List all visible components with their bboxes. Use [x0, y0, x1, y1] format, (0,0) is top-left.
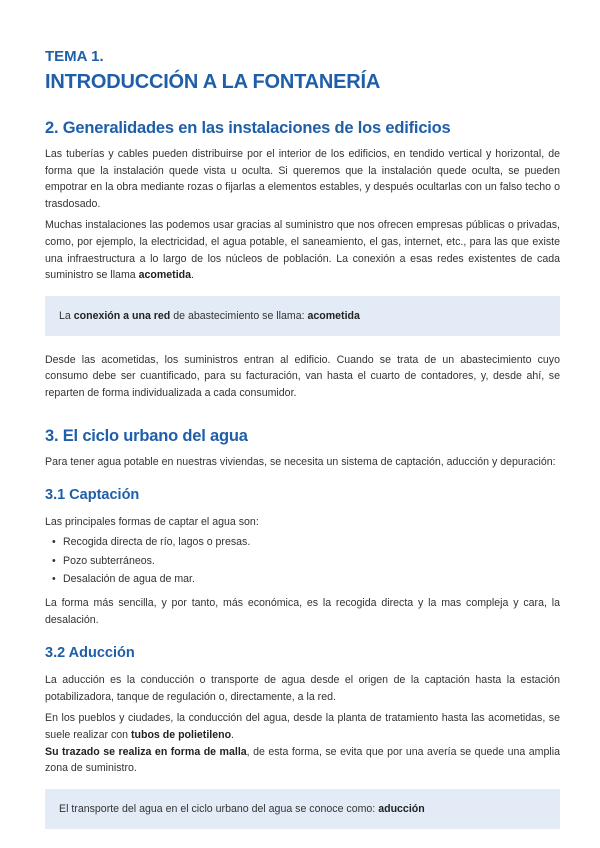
document-page [45, 48, 560, 845]
captacion-list [45, 533, 560, 589]
aduccion-paragraph-3: Su trazado se realiza en forma de malla, de esta forma, se evita que por una avería se quede una amplia zona de suministro. [45, 745, 560, 775]
section-3-2-heading: 3.2 Aducción [45, 645, 135, 662]
aduccion-paragraph-2: En los pueblos y ciudades, la conducción del agua, desde la planta de tratamiento hasta las acometidas, se suele realizar con tubos de polietileno. [45, 712, 560, 742]
captacion-intro: Las principales formas de captar el agua son: [45, 516, 259, 529]
list-item: • Pozo subterráneos. [63, 552, 560, 571]
section-3-paragraph-1: Para tener agua potable en nuestras viviendas, se necesita un sistema de captación, aducción y depuración: [45, 455, 556, 468]
section-2-paragraph-3: Desde las acometidas, los suministros entran al edificio. Cuando se trata de un abastecimiento cuyo consumo debe ser cuantificado, para su facturación, van hasta el cuarto de contadores, y, desde ahí, se reparten de forma individualizada a cada consumidor. [45, 353, 560, 399]
aduccion-callout: El transporte del agua en el ciclo urbano del agua se conoce como: aducción [45, 789, 560, 829]
section-3-1-heading: 3.1 Captación [45, 487, 140, 504]
aduccion-paragraph-1: La aducción es la conducción o transporte de agua desde el origen de la captación hasta la estación potabilizadora, tanque de regulación o, directamente, a la red. [45, 674, 560, 703]
acometida-callout: La conexión a una red de abastecimiento se llama: acometida [45, 296, 560, 336]
acometida-bold: acometida [138, 269, 192, 282]
section-2-paragraph-2: Muchas instalaciones las podemos usar gracias al suministro que nos ofrecen empresas públicas o privadas, como, por ejemplo, la electricidad, el agua potable, el saneamiento, el gas, internet, etc., para las que existe una infraestructura a lo largo de los núcleos de población. La conexión a esas redes existentes de cada suministro se llama acometida. [45, 219, 560, 282]
list-item: • Recogida directa de río, lagos o presas. [63, 533, 560, 552]
list-item: • Desalación de agua de mar. [63, 570, 560, 589]
section-3-heading: 3. El ciclo urbano del agua [45, 426, 248, 445]
captacion-paragraph: La forma más sencilla, y por tanto, más económica, es la recogida directa y la mas compleja y cara, la desalación. [45, 597, 560, 626]
section-2-heading: 2. Generalidades en las instalaciones de los edificios [45, 119, 451, 137]
tema-label: TEMA 1. [45, 48, 104, 65]
document-title: INTRODUCCIÓN A LA FONTANERÍA [45, 71, 381, 93]
section-2-paragraph-1: Las tuberías y cables pueden distribuirse por el interior de los edificios, en tendido vertical y horizontal, de forma que la instalación quede vista u oculta. Si queremos que la instalación quede oculta, se pueden empotrar en la obra mediante rozas o fijarlas a elementos estables, y después ocultarlas con un falso techo o trasdosado. [45, 148, 560, 210]
